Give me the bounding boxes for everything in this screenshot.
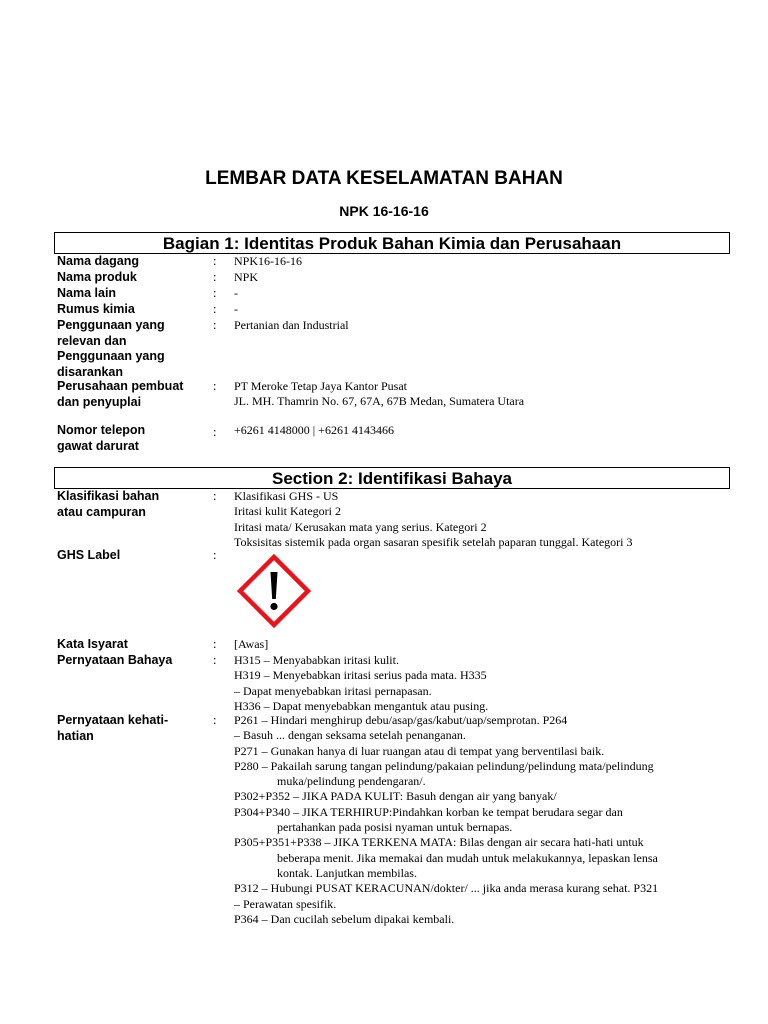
- field-separator: :: [213, 302, 217, 316]
- field-separator: :: [213, 270, 217, 284]
- field-value: -: [234, 286, 238, 300]
- field-separator: :: [213, 379, 217, 393]
- field-value: P261 – Hindari menghirup debu/asap/gas/kabut/uap/semprotan. P264 – Basuh ... dengan seksama setelah penanganan. P271 – Gunakan hanya di luar ruangan atau di tempat yang berventilasi baik. P280 – Pakailah sarung tangan pelindung/pakaian pelindung/pelindung mata/pelindung muka/pelindung pendengaran/. P302+P352 – JIKA PADA KULIT: Basuh dengan air yang banyak/ P304+P340 – JIKA TERHIRUP:Pindahkan korban ke tempat berudara segar dan pertahankan pada posisi nyaman untuk bernapas. P305+P351+P338 – JIKA TERKENA MATA: Bilas dengan air secara hati-hati untuk beberapa menit. Jika memakai dan mudah untuk melakukannya, lepaskan lensa kontak. Lanjutkan membilas. P312 – Hubungi PUSAT KERACUNAN/dokter/ ... jika anda merasa kurang sehat. P321 – Perawatan spesifik. P364 – Dan cucilah sebelum dipakai kembali.: [234, 713, 659, 926]
- field-separator: :: [213, 425, 217, 439]
- section-1-heading: Bagian 1: Identitas Produk Bahan Kimia dan Perusahaan: [54, 232, 730, 254]
- field-separator: :: [213, 254, 217, 268]
- field-value: H315 – Menyababkan iritasi kulit. H319 – Menyebabkan iritasi serius pada mata. H335 – Dapat menyebabkan iritasi pernapasan. H336 – Dapat menyebabkan mengantuk atau pusing.: [234, 653, 489, 713]
- field-label: Pernyataan Bahaya: [57, 653, 173, 667]
- field-label: GHS Label: [57, 548, 121, 562]
- field-label: Nama dagang: [57, 254, 139, 268]
- field-value: +6261 4148000 | +6261 4143466: [234, 423, 394, 437]
- field-separator: :: [213, 318, 217, 332]
- document-subtitle: NPK 16-16-16: [339, 203, 429, 219]
- field-separator: :: [213, 489, 217, 503]
- field-label: Perusahaan pembuat dan penyuplai: [57, 379, 184, 409]
- field-value: Pertanian dan Industrial: [234, 318, 349, 332]
- field-label: Rumus kimia: [57, 302, 135, 316]
- field-label: Nama produk: [57, 270, 137, 284]
- field-label: Nomor telepon gawat darurat: [57, 423, 146, 453]
- field-separator: :: [213, 548, 217, 562]
- field-label: Penggunaan yang relevan dan Penggunaan yang disarankan: [57, 318, 165, 379]
- field-value: NPK: [234, 270, 259, 284]
- field-separator: :: [213, 637, 217, 651]
- field-separator: :: [213, 286, 217, 300]
- exclamation-mark-diamond-icon: [237, 554, 311, 628]
- field-label: Kata Isyarat: [57, 637, 128, 651]
- field-value: Klasifikasi GHS - US Iritasi kulit Kategori 2 Iritasi mata/ Kerusakan mata yang serius. Kategori 2 Toksisitas sistemik pada organ sasaran spesifik setelah paparan tunggal. Kategori 3: [234, 489, 633, 549]
- section-2-heading: Section 2: Identifikasi Bahaya: [54, 467, 730, 489]
- field-separator: :: [213, 653, 217, 667]
- field-value: [Awas]: [234, 637, 269, 651]
- field-label: Pernyataan kehati- hatian: [57, 713, 169, 743]
- field-value: NPK16-16-16: [234, 254, 302, 268]
- field-value: -: [234, 302, 238, 316]
- field-label: Nama lain: [57, 286, 117, 300]
- field-separator: :: [213, 713, 217, 727]
- field-value: PT Meroke Tetap Jaya Kantor Pusat JL. MH. Thamrin No. 67, 67A, 67B Medan, Sumatera Utara: [234, 379, 525, 409]
- field-label: Klasifikasi bahan atau campuran: [57, 489, 160, 519]
- document-title: LEMBAR DATA KESELAMATAN BAHAN: [205, 168, 563, 189]
